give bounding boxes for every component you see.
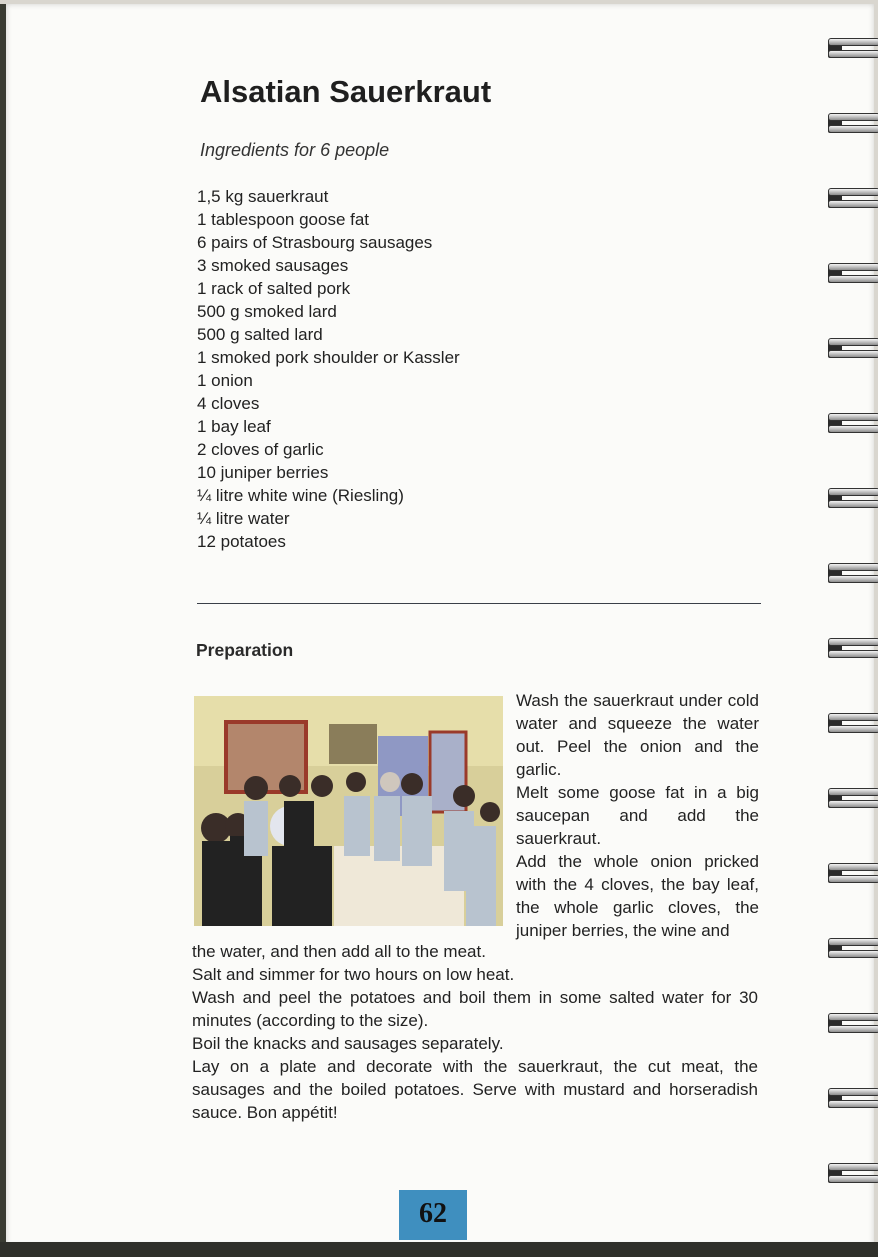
cooking-class-photo xyxy=(194,696,503,926)
preparation-step: the water, and then add all to the meat. xyxy=(192,942,486,961)
binding-ring xyxy=(822,555,878,591)
ingredient-item: 2 cloves of garlic xyxy=(197,440,324,459)
binding-ring xyxy=(822,630,878,666)
group-photo-illustration xyxy=(194,696,503,926)
ingredient-item: 1 onion xyxy=(197,371,253,390)
ingredients-subtitle: Ingredients for 6 people xyxy=(200,140,390,160)
binding-ring xyxy=(822,255,878,291)
binding-ring xyxy=(822,855,878,891)
ingredient-item: 500 g smoked lard xyxy=(197,302,337,321)
ingredient-item: 12 potatoes xyxy=(197,532,286,551)
ingredient-item: 1 rack of salted pork xyxy=(197,279,351,298)
ingredient-item: 6 pairs of Strasbourg sausages xyxy=(197,233,433,252)
binding-ring xyxy=(822,780,878,816)
preparation-step: Melt some goose fat in a big saucepan and add the sauerkraut. xyxy=(516,783,759,848)
preparation-step: Wash the sauerkraut under cold water and squeeze the water out. Peel the onion and the garlic. xyxy=(516,691,759,779)
preparation-step: Boil the knacks and sausages separately. xyxy=(192,1034,504,1053)
ingredient-item: 1 bay leaf xyxy=(197,417,271,436)
binding-ring xyxy=(822,705,878,741)
preparation-steps-full-width xyxy=(192,940,758,1124)
binding-ring xyxy=(822,180,878,216)
preparation-step: Salt and simmer for two hours on low heat. xyxy=(192,965,515,984)
binding-ring xyxy=(822,1080,878,1116)
page-number-badge: 62 xyxy=(399,1190,467,1240)
ingredient-item: 10 juniper berries xyxy=(197,463,329,482)
page-bottom-edge xyxy=(0,1242,878,1257)
spiral-binding xyxy=(822,30,878,1220)
ingredient-list xyxy=(197,185,460,553)
binding-ring xyxy=(822,480,878,516)
binding-ring xyxy=(822,330,878,366)
recipe-title: Alsatian Sauerkraut xyxy=(200,74,492,109)
binding-ring xyxy=(822,1005,878,1041)
preparation-steps-beside-photo xyxy=(516,689,759,942)
ingredient-item: ¼ litre water xyxy=(197,509,290,528)
ingredient-item: 500 g salted lard xyxy=(197,325,323,344)
ingredient-item: 4 cloves xyxy=(197,394,260,413)
preparation-heading: Preparation xyxy=(196,640,294,660)
ingredient-item: ¼ litre white wine (Riesling) xyxy=(197,486,404,505)
binding-ring xyxy=(822,105,878,141)
binding-ring xyxy=(822,30,878,66)
section-divider xyxy=(197,603,761,604)
ingredient-item: 1 smoked pork shoulder or Kassler xyxy=(197,348,460,367)
preparation-step: Add the whole onion pricked with the 4 cloves, the bay leaf, the whole garlic cloves, the juniper berries, the wine and xyxy=(516,852,759,940)
binding-ring xyxy=(822,1155,878,1191)
preparation-step: Lay on a plate and decorate with the sauerkraut, the cut meat, the sausages and the boiled potatoes. Serve with mustard and horseradish sauce. Bon appétit! xyxy=(192,1057,758,1122)
ingredient-item: 1 tablespoon goose fat xyxy=(197,210,370,229)
binding-ring xyxy=(822,930,878,966)
ingredient-item: 3 smoked sausages xyxy=(197,256,349,275)
preparation-step: Wash and peel the potatoes and boil them in some salted water for 30 minutes (according to the size). xyxy=(192,988,758,1030)
binding-ring xyxy=(822,405,878,441)
ingredient-item: 1,5 kg sauerkraut xyxy=(197,187,329,206)
